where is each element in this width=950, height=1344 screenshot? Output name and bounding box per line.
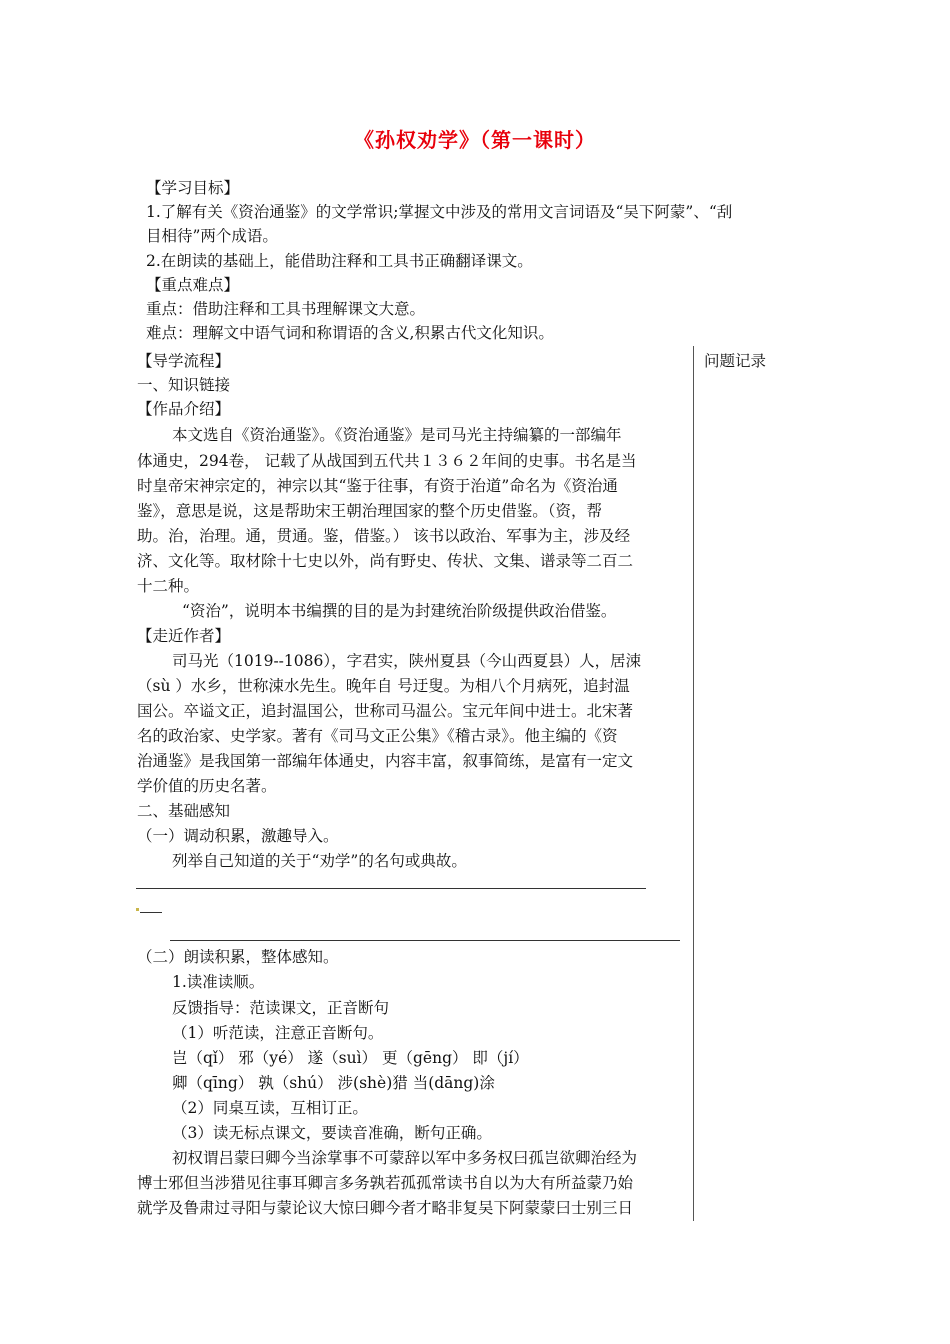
text-line: 司马光（1019--1086），字君实，陕州夏县（今山西夏县）人，居涑 [172, 652, 642, 670]
text-line: 十二种。 [137, 577, 200, 595]
unpunctuated-text-line: 初权谓吕蒙曰卿今当涂掌事不可蒙辞以军中多务权曰孤岂欲卿治经为 [172, 1149, 638, 1167]
text-line: 难点：理解文中语气词和称谓语的含义,积累古代文化知识。 [146, 324, 554, 342]
column-divider [693, 346, 694, 1221]
section-heading: 二、基础感知 [137, 802, 231, 820]
text-line: 体通史，294卷， 记载了从战国到五代共１３６２年间的史事。书名是当 [137, 452, 637, 470]
text-line: （3）读无标点课文，要读音准确，断句正确。 [172, 1124, 492, 1142]
section-heading: 【作品介绍】 [137, 400, 231, 418]
text-line: 治通鉴》是我国第一部编年体通史，内容丰富，叙事简练，是富有一定文 [137, 752, 634, 770]
unpunctuated-text-line: 博士邪但当涉猎见往事耳卿言多务孰若孤孤常读书自以为大有所益蒙乃始 [137, 1174, 634, 1192]
text-line: 助。治，治理。通，贯通。鉴，借鉴。） 该书以政治、军事为主，涉及经 [137, 527, 631, 545]
text-line: “资治”，说明本书编撰的目的是为封建统治阶级提供政治借鉴。 [182, 602, 617, 620]
text-line: 1.了解有关《资治通鉴》的文学常识;掌握文中涉及的常用文言词语及“吴下阿蒙”、“刮 [146, 203, 733, 221]
unpunctuated-text-line: 就学及鲁肃过寻阳与蒙论议大惊曰卿今者才略非复吴下阿蒙蒙曰士别三日 [137, 1199, 634, 1217]
text-line: 目相待”两个成语。 [146, 227, 278, 245]
section-heading: 【走近作者】 [137, 627, 231, 645]
text-line: 鉴》，意思是说，这是帮助宋王朝治理国家的整个历史借鉴。（资，帮 [137, 502, 603, 520]
text-line: 本文选自《资治通鉴》。《资治通鉴》是司马光主持编纂的一部编年 [172, 426, 622, 444]
section-heading: 一、知识链接 [137, 376, 231, 394]
answer-line [136, 888, 646, 889]
answer-line [170, 940, 680, 941]
pinyin-line: 卿（qīng） 孰（shú） 涉(shè)猎 当(dāng)涂 [172, 1074, 495, 1092]
text-line: 名的政治家、史学家。著有《司马文正公集》《稽古录》。他主编的《资 [137, 727, 618, 745]
page-title: 《孙权劝学》（第一课时） [354, 128, 596, 152]
answer-line [140, 912, 162, 913]
text-line: 济、文化等。取材除十七史以外，尚有野史、传状、文集、谱录等二百二 [137, 552, 634, 570]
text-line: 列举自己知道的关于“劝学”的名句或典故。 [172, 852, 467, 870]
text-line: 重点：借助注释和工具书理解课文大意。 [146, 300, 426, 318]
text-line: （一）调动积累，激趣导入。 [137, 827, 339, 845]
text-line: 2.在朗读的基础上，能借助注释和工具书正确翻译课文。 [146, 252, 533, 270]
text-line: （1）听范读，注意正音断句。 [172, 1024, 384, 1042]
text-line: 1.读准读顺。 [172, 973, 265, 991]
text-line: 时皇帝宋神宗定的，神宗以其“鉴于往事，有资于治道”命名为《资治通 [137, 477, 618, 495]
text-line: 学价值的历史名著。 [137, 777, 277, 795]
text-line: （sù ）水乡，世称涑水先生。晚年自 号迂叟。为相八个月病死，追封温 [137, 677, 630, 695]
side-column-label: 问题记录 [704, 352, 767, 370]
section-heading: 【学习目标】 [146, 179, 240, 197]
stray-mark [136, 908, 139, 911]
text-line: 国公。卒谥文正，追封温国公，世称司马温公。宝元年间中进士。北宋著 [137, 702, 634, 720]
pinyin-line: 岂（qǐ） 邪（yé） 遂（suì） 更（gēng） 即（jí） [172, 1049, 529, 1067]
text-line: （二）朗读积累，整体感知。 [137, 948, 339, 966]
text-line: （2）同桌互读，互相订正。 [172, 1099, 368, 1117]
section-heading: 【导学流程】 [137, 352, 231, 370]
section-heading: 【重点难点】 [146, 276, 240, 294]
text-line: 反馈指导：范读课文，正音断句 [172, 999, 390, 1017]
